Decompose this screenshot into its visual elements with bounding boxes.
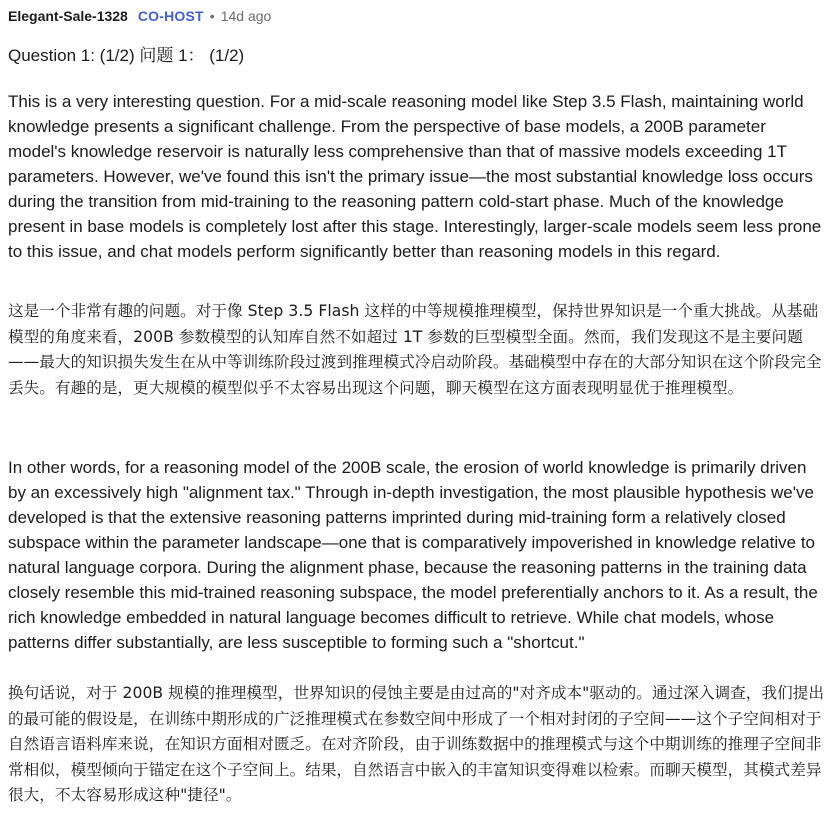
comment-header (8, 6, 271, 26)
question-label: Question 1: (1/2) 问题 1： (1/2) (8, 46, 245, 65)
author-username[interactable]: Elegant-Sale-1328 (8, 8, 128, 24)
comment-paragraph-english-2: In other words, for a reasoning model of the 200B scale, the erosion of world knowledge is primarily driven by an excessively high "alignment tax." Through in-depth investigation, the most plausible hypothesis we've developed is that the extensive reasoning patterns imprinted during mid-training form a relatively closed subspace within the parameter landscape—one that is comparatively impoverished in knowledge relative to natural language corpora. During the alignment phase, because the reasoning patterns in the training data closely resemble this mid-trained reasoning subspace, the model preferentially anchors to it. As a result, the rich knowledge embedded in natural language becomes difficult to retrieve. While chat models, whose patterns differ substantially, are less susceptible to forming such a "shortcut." (8, 458, 818, 652)
co-host-badge: CO-HOST (137, 8, 204, 24)
separator-dot: • (209, 8, 215, 24)
comment-paragraph-chinese-1: 这是一个非常有趣的问题。对于像 Step 3.5 Flash 这样的中等规模推理模型，保持世界知识是一个重大挑战。从基础模型的角度来看，200B 参数模型的认知库自然不如超过 1T 参数的巨型模型全面。然而，我们发现这不是主要问题——最大的知识损失发生在从中等训练阶段过渡到推理模式冷启动阶段。基础模型中存在的大部分知识在这个阶段完全丢失。有趣的是，更大规模的模型似乎不太容易出现这个问题，聊天模型在这方面表现明显优于推理模型。 (8, 302, 822, 397)
comment-paragraph-english-1: This is a very interesting question. For a mid-scale reasoning model like Step 3.5 Flash, maintaining world knowledge presents a significant challenge. From the perspective of base models, a 200B parameter model's knowledge reservoir is naturally less comprehensive than that of massive models exceeding 1T parameters. However, we've found this isn't the primary issue—the most substantial knowledge loss occurs during the transition from mid-training to the reasoning pattern cold-start phase. Much of the knowledge present in base models is completely lost after this stage. Interestingly, larger-scale models seem less prone to this issue, and chat models perform significantly better than reasoning models in this regard. (8, 92, 822, 261)
comment-paragraph-chinese-2: 换句话说，对于 200B 规模的推理模型，世界知识的侵蚀主要是由过高的"对齐成本"驱动的。通过深入调查，我们提出的最可能的假设是，在训练中期形成的广泛推理模式在参数空间中形成了一个相对封闭的子空间——这个子空间相对于自然语言语料库来说，在知识方面相对匮乏。在对齐阶段，由于训练数据中的推理模式与这个中期训练的推理子空间非常相似，模型倾向于锚定在这个子空间上。结果，自然语言中嵌入的丰富知识变得难以检索。而聊天模型，其模式差异很大，不太容易形成这种"捷径"。 (8, 684, 825, 804)
timestamp[interactable]: 14d ago (220, 8, 272, 24)
